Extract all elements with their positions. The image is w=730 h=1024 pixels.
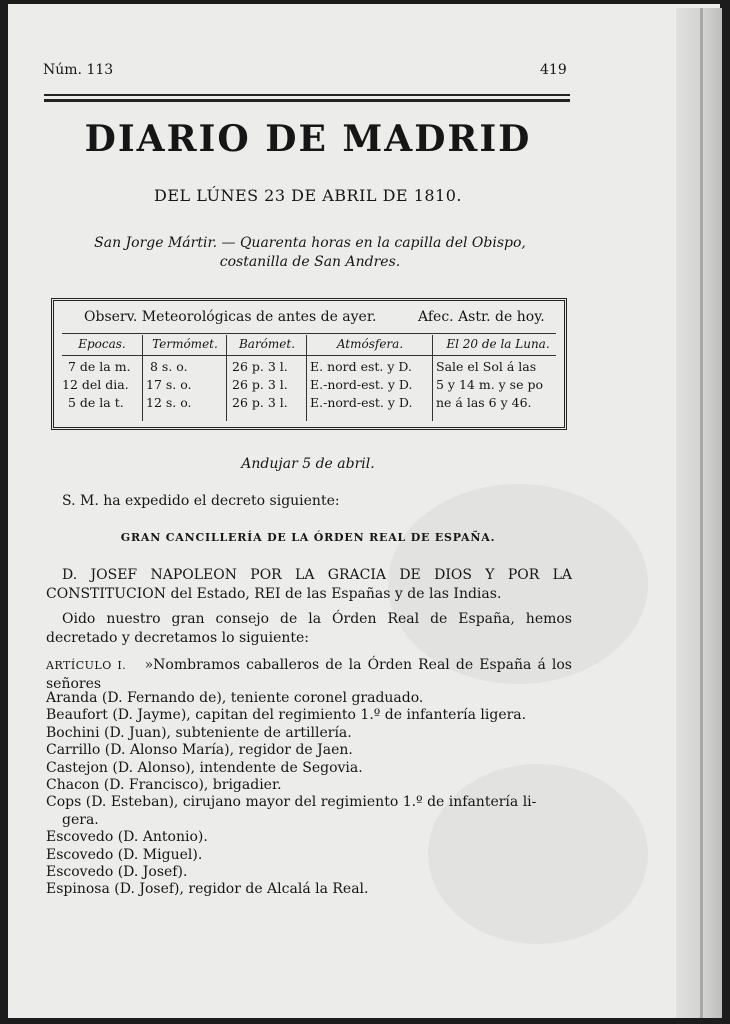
cell-moon: 5 y 14 m. y se po [436, 377, 543, 392]
list-item: Espinosa (D. Josef), regidor de Alcalá la Real. [46, 881, 369, 898]
cell-epoca: 12 del dia. [62, 377, 129, 392]
list-item: Bochini (D. Juan), subteniente de artillería. [46, 724, 352, 741]
cell-epoca: 7 de la m. [68, 359, 131, 374]
list-item: Escovedo (D. Miguel). [46, 846, 203, 863]
column-header: Epocas. [78, 337, 126, 351]
column-divider [306, 335, 307, 421]
article-label: ARTÍCULO I. [46, 659, 127, 672]
issue-number: Núm. 113 [43, 62, 114, 78]
list-item: gera. [62, 811, 99, 828]
list-item: Chacon (D. Francisco), brigadier. [46, 777, 282, 794]
cell-barometro: 26 p. 3 l. [232, 395, 288, 410]
article-text: »Nombramos caballeros de la Órden Real de España á los señores [46, 657, 572, 692]
cell-termometro: 12 s. o. [146, 395, 192, 410]
page-number: 419 [540, 62, 567, 78]
weather-table [51, 298, 567, 430]
list-item: Beaufort (D. Jayme), capitan del regimiento 1.º de infantería ligera. [46, 707, 527, 724]
cell-termometro: 17 s. o. [146, 377, 192, 392]
column-header: Termómet. [152, 337, 218, 351]
cell-epoca: 5 de la t. [68, 395, 124, 410]
saint-of-day [60, 234, 560, 272]
list-item: Castejon (D. Alonso), intendente de Segovia. [46, 759, 363, 776]
article-1 [46, 656, 572, 694]
weather-heading: Observ. Meteorológicas de antes de ayer. [84, 309, 377, 325]
cell-atmosfera: E. nord est. y D. [310, 359, 412, 374]
column-header: Barómet. [238, 337, 296, 351]
cell-atmosfera: E.-nord-est. y D. [310, 395, 413, 410]
column-header: El 20 de la Luna. [446, 337, 550, 351]
column-header: Atmósfera. [336, 337, 404, 351]
names-list [46, 690, 576, 899]
column-divider [432, 335, 433, 421]
cell-barometro: 26 p. 3 l. [232, 377, 288, 392]
cell-moon: ne á las 6 y 46. [436, 395, 532, 410]
list-item: Aranda (D. Fernando de), teniente coronel graduado. [46, 690, 424, 706]
oido-paragraph: Oido nuestro gran consejo de la Órden Real de España, hemos decretado y decretamos lo siguiente: [46, 611, 572, 646]
saint-line-1: San Jorge Mártir. — Quarenta horas en la capilla del Obispo, [94, 235, 526, 251]
table-rule [62, 355, 556, 356]
newspaper-title: DIARIO DE MADRID [84, 118, 532, 160]
saint-line-2: costanilla de San Andres. [219, 254, 401, 270]
page-spine-shadow [700, 8, 703, 1018]
place-date: Andujar 5 de abril. [241, 456, 375, 472]
chancery-heading: GRAN CANCILLERÍA DE LA ÓRDEN REAL DE ESPAÑA. [120, 531, 496, 544]
column-divider [226, 335, 227, 421]
table-rule [62, 333, 556, 334]
header-rule [44, 100, 570, 102]
dateline: DEL LÚNES 23 DE ABRIL DE 1810. [153, 186, 462, 205]
column-divider [142, 335, 143, 421]
cell-moon: Sale el Sol á las [436, 359, 537, 374]
list-item: Escovedo (D. Antonio). [46, 829, 208, 846]
decree-intro: S. M. ha expedido el decreto siguiente: [62, 493, 340, 509]
list-item: Escovedo (D. Josef). [46, 864, 188, 881]
list-item: Carrillo (D. Alonso María), regidor de Jaen. [46, 742, 353, 759]
cell-barometro: 26 p. 3 l. [232, 359, 288, 374]
list-item: Cops (D. Esteban), cirujano mayor del regimiento 1.º de infantería li- [46, 794, 537, 811]
napoleon-paragraph: D. JOSEF NAPOLEON POR LA GRACIA DE DIOS Y POR LA CONSTITUCION del Estado, REI de las Españas y de las Indias. [46, 567, 572, 602]
astro-heading: Afec. Astr. de hoy. [418, 309, 545, 325]
cell-termometro: 8 s. o. [150, 359, 188, 374]
cell-atmosfera: E.-nord-est. y D. [310, 377, 413, 392]
page-spine [676, 8, 722, 1018]
